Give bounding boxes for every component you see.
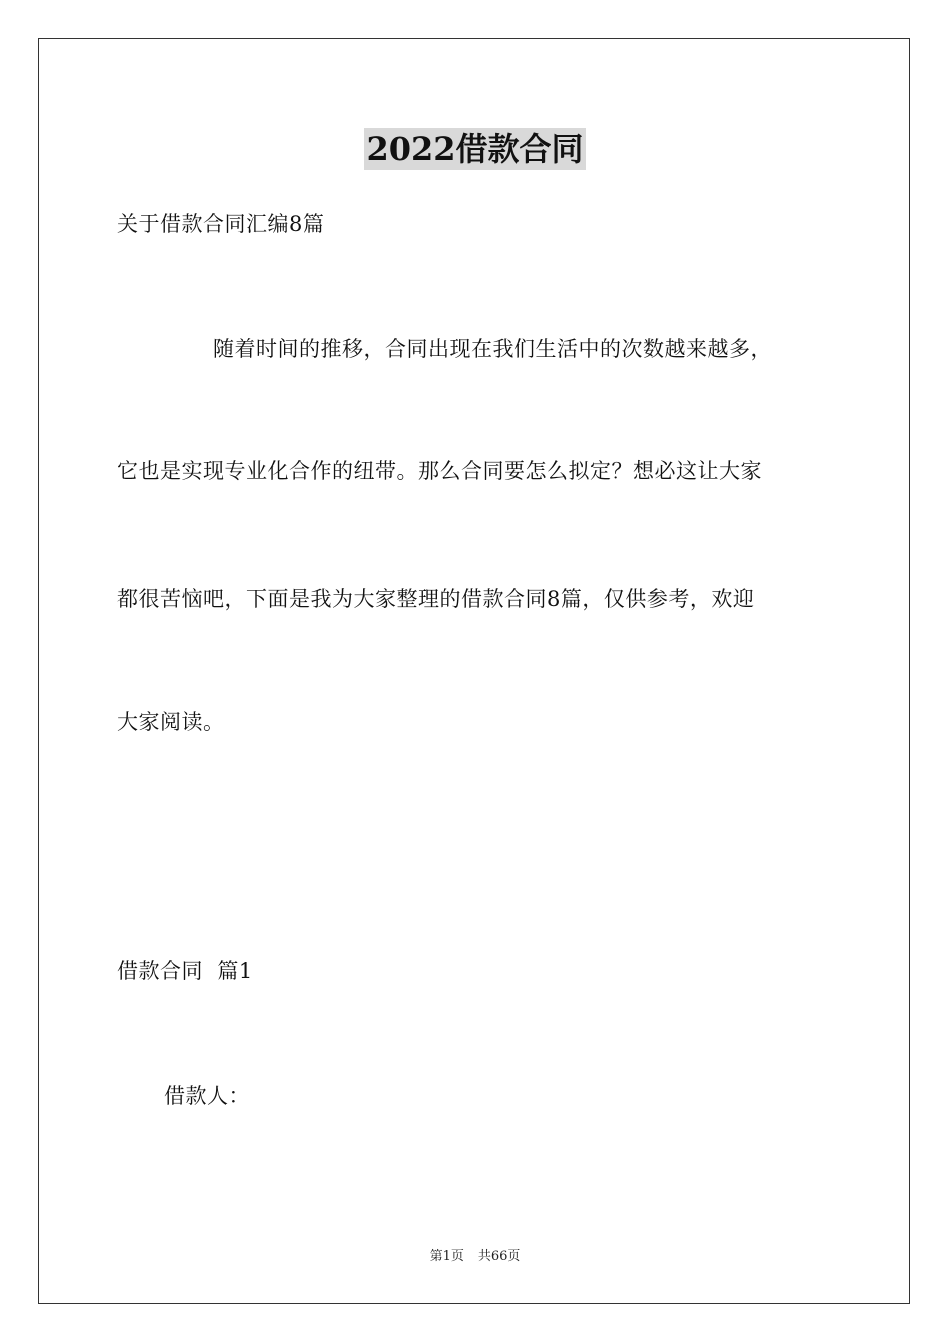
intro-line-1: 随着时间的推移，合同出现在我们生活中的次数越来越多， [213, 337, 772, 361]
document-title: 2022借款合同 [366, 130, 584, 168]
borrower-label: 借款人： [164, 1084, 250, 1108]
document-subtitle: 关于借款合同汇编8篇 [117, 212, 325, 236]
title-container [0, 128, 950, 170]
page-footer [0, 1248, 950, 1266]
intro-line-3: 都很苦恼吧，下面是我为大家整理的借款合同8篇，仅供参考，欢迎 [117, 587, 755, 611]
page-total: 共66页 [477, 1249, 521, 1264]
page-number: 第1页 [429, 1249, 464, 1264]
intro-line-4: 大家阅读。 [117, 710, 225, 734]
intro-line-2: 它也是实现专业化合作的纽带。那么合同要怎么拟定？想必这让大家 [117, 459, 762, 483]
section-heading: 借款合同 篇1 [117, 959, 253, 983]
